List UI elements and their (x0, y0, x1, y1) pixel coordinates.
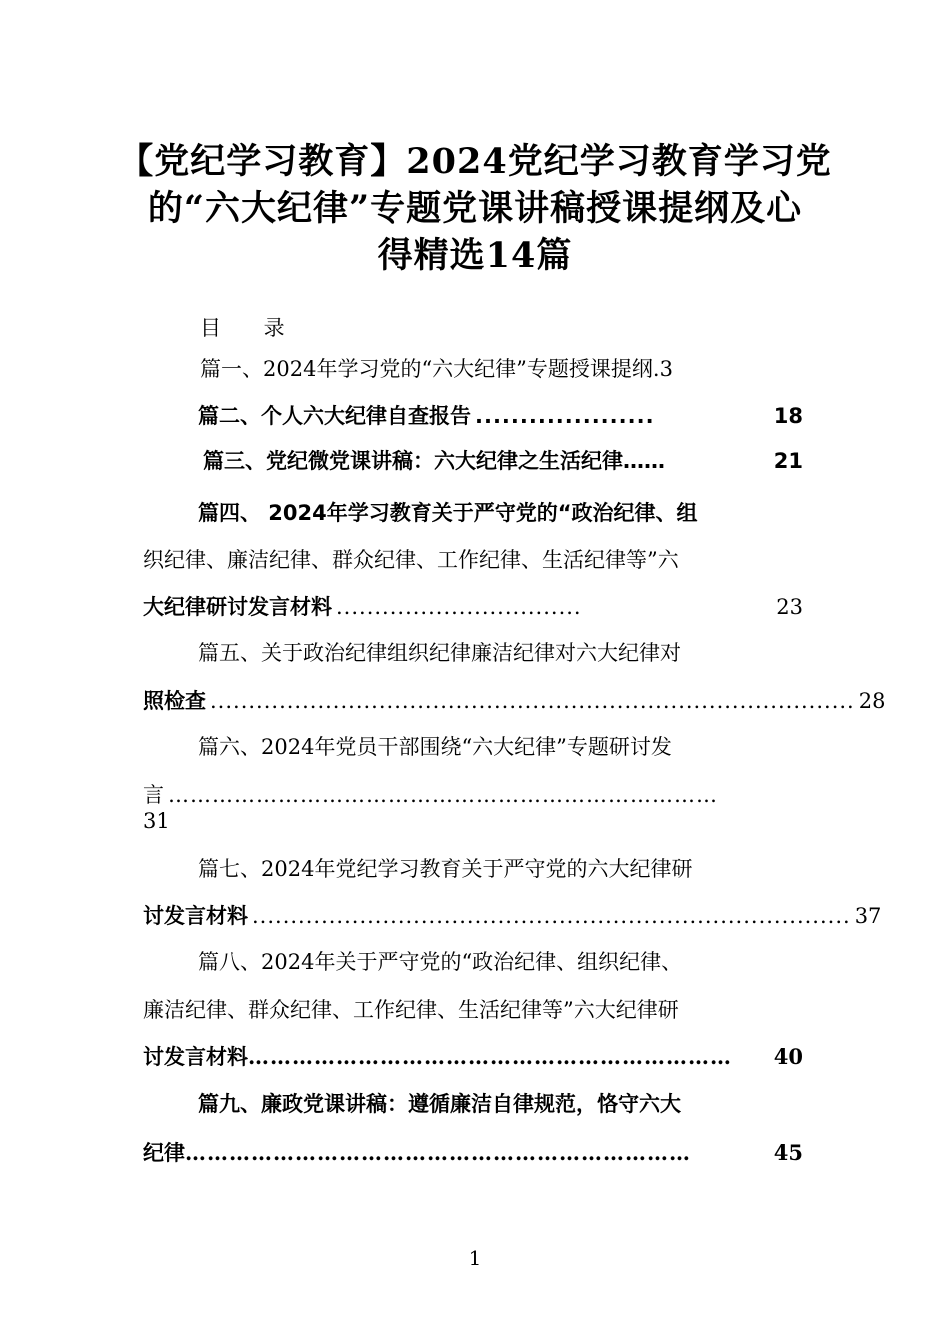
toc-leader-dots: ………………………………………………………………… (168, 783, 718, 807)
toc-entry-5-line-2: 照检查 .................................................................................... 28 (143, 685, 803, 717)
toc-entry-1[interactable]: 篇一、2024年学习党的“六大纪律”专题授课提纲.3 (200, 357, 673, 381)
toc-leader-dots: .............................................................................. (252, 904, 851, 928)
page-number: 1 (468, 1246, 482, 1270)
title-line-3: 得精选14篇 (377, 235, 573, 276)
toc-entry-3-text: 篇三、党纪微党课讲稿：六大纪律之生活纪律…… (203, 449, 665, 473)
title-line-1: 【党纪学习教育】2024党纪学习教育学习党 (118, 141, 832, 182)
toc-leader-dots: .................... (475, 404, 655, 428)
toc-page-number: 40 (773, 1044, 803, 1069)
document-title (100, 138, 850, 279)
toc-entry-3[interactable] (203, 445, 803, 477)
toc-entry-9-line-2: 纪律 …………………………………………………………… 45 (143, 1137, 803, 1169)
toc-entry-9-line-1: 篇九、廉政党课讲稿：遵循廉洁自律规范，恪守六大 (198, 1092, 681, 1116)
toc-entry-6-line-2: 言 ………………………………………………………………… (143, 779, 803, 811)
toc-entry-2[interactable] (198, 400, 803, 432)
toc-entry-4-line-2: 织纪律、廉洁纪律、群众纪律、工作纪律、生活纪律等”六 (143, 548, 679, 572)
toc-page-number: 45 (773, 1140, 803, 1165)
toc-entry-4-line-3: 大纪律研讨发言材料 ................................ 23 (143, 591, 803, 623)
toc-page-number: 31 (143, 809, 170, 833)
toc-entry-5-line-1: 篇五、关于政治纪律组织纪律廉洁纪律对六大纪律对 (198, 641, 681, 665)
toc-entry-2-text: 篇二、个人六大纪律自查报告 (198, 404, 471, 428)
toc-leader-dots: …………………………………………………………… (185, 1140, 691, 1165)
toc-heading: 目 录 (200, 316, 303, 340)
toc-page-number: 37 (854, 904, 882, 928)
toc-entry-4-line-1: 篇四、 2024年学习教育关于严守党的“政治纪律、组 (198, 501, 698, 525)
toc-page-number: 23 (776, 595, 803, 619)
toc-leader-dots: .................................................................................... (210, 689, 855, 713)
toc-entry-6-line-1: 篇六、2024年党员干部围绕“六大纪律”专题研讨发 (198, 735, 672, 759)
toc-entry-8-line-2: 廉洁纪律、群众纪律、工作纪律、生活纪律等”六大纪律研 (143, 998, 679, 1022)
toc-page-number: 28 (858, 689, 886, 713)
toc-leader-dots: ................................ (336, 595, 582, 619)
toc-page-number: 21 (773, 449, 803, 473)
toc-entry-8-line-3: 讨发言材料 ………………………………………………………… 40 (143, 1041, 803, 1073)
toc-entry-7-line-2: 讨发言材料 .............................................................................. 37 (143, 900, 803, 932)
toc-entry-7-line-1: 篇七、2024年党纪学习教育关于严守党的六大纪律研 (198, 857, 693, 881)
toc-entry-8-line-1: 篇八、2024年关于严守党的“政治纪律、组织纪律、 (198, 950, 683, 974)
toc-leader-dots: ………………………………………………………… (248, 1044, 732, 1069)
title-line-2: 的“六大纪律”专题党课讲稿授课提纲及心 (147, 188, 803, 229)
toc-page-number: 18 (773, 404, 803, 428)
